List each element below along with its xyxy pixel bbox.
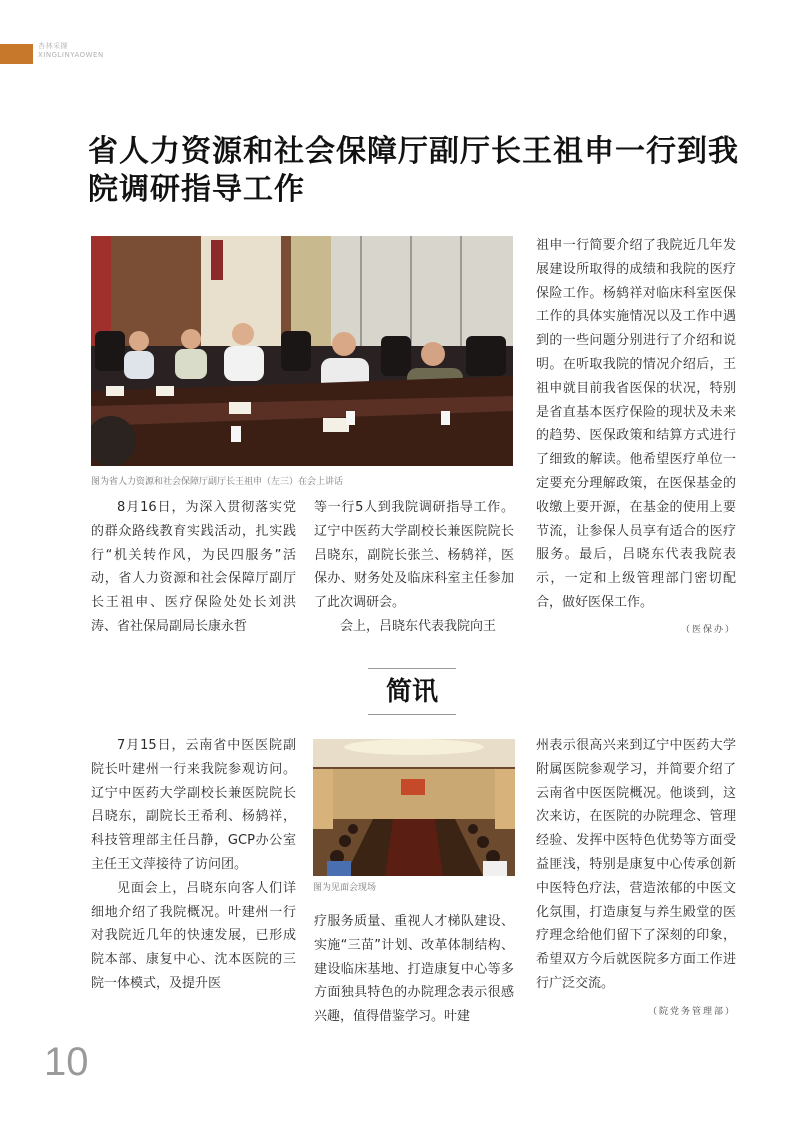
news-paragraph-2: 见面会上，吕晓东向客人们详细地介绍了我院概况。叶建州一行对我院近几年的快速发展，已形成院本部、康复中心、沈本医院的三院一体模式，及提升医 bbox=[91, 880, 296, 991]
news-title-rule-bottom bbox=[368, 714, 456, 715]
article-title: 省人力资源和社会保障厅副厅长王祖申一行到我院调研指导工作 bbox=[88, 134, 739, 207]
news-photo-caption: 图为见面会现场 bbox=[313, 883, 377, 893]
article-column-2 bbox=[314, 496, 514, 639]
section-tab-marker bbox=[0, 44, 33, 64]
article-paragraph-2: 等一行5人到我院调研指导工作。辽宁中医药大学副校长兼医院院长吕晓东，副院长张兰、杨鸫祥，医保办、财务处及临床科室主任参加了此次调研会。 bbox=[314, 500, 514, 611]
article-paragraph-4: 祖申一行简要介绍了我院近几年发展建设所取得的成绩和我院的医疗保险工作。杨鸫祥对临床科室医保工作的具体实施情况以及工作中遇到的一些问题分别进行了介绍和说明。在听取我院的情况介绍后，王祖申就目前我省医保的状况，特别是省直基本医疗保险的现状及未来的趋势、医保政策和结算方式进行了细致的解读。他希望医疗单位一定要充分理解政策，在医保基金的收缴上要开源，在基金的使用上要节流，让参保人员享有适合的医疗服务。最后，吕晓东代表我院表示，一定和上级管理部门密切配合，做好医保工作。 bbox=[536, 238, 736, 610]
news-paragraph-3: 疗服务质量、重视人才梯队建设、实施“三苗”计划、改革体制结构、建设临床基地、打造康复中心等多方面独具特色的办院理念表示很感兴趣，值得借鉴学习。叶建 bbox=[314, 914, 514, 1025]
news-paragraph-1: 7月15日，云南省中医医院副院长叶建州一行来我院参观访问。辽宁中医药大学副校长兼医院院长吕晓东，副院长王希利、杨鸫祥，科技管理部主任吕静，GCP办公室主任王文萍接待了访问团。 bbox=[91, 738, 296, 872]
section-pinyin: XINGLINYAOWEN bbox=[38, 51, 104, 59]
news-photo-illustration bbox=[313, 739, 515, 876]
article-paragraph-1: 8月16日，为深入贯彻落实党的群众路线教育实践活动，扎实践行“机关转作风，为民四服务”活动，省人力资源和社会保障厅副厅长王祖申、医疗保险处处长刘洪涛、省社保局副局长康永哲 bbox=[91, 500, 296, 634]
section-header bbox=[38, 42, 104, 60]
meeting-photo-illustration bbox=[91, 236, 513, 466]
article-column-1 bbox=[91, 496, 296, 639]
article-paragraph-3: 会上，吕晓东代表我院向王 bbox=[340, 618, 497, 634]
news-title-rule-top bbox=[368, 668, 456, 669]
news-paragraph-4: 州表示很高兴来到辽宁中医药大学附属医院参观学习，并简要介绍了云南省中医医院概况。他谈到，这次来访，在医院的办院理念、管理经验、发挥中医特色优势等方面受益匪浅，特别是康复中心传承创新中医特色疗法，营造浓郁的中医文化氛围，打造康复与养生殿堂的医疗理念给他们留下了深刻的印象，希望双方今后就医院多方面工作进行广泛交流。 bbox=[536, 738, 736, 991]
news-title: 简讯 bbox=[385, 677, 438, 707]
page-number: 10 bbox=[44, 1040, 89, 1084]
article-column-3 bbox=[536, 234, 736, 615]
article-signature: （医保办） bbox=[680, 625, 736, 635]
news-signature: （院党务管理部） bbox=[647, 1007, 736, 1017]
news-column-3 bbox=[536, 734, 736, 996]
meeting-photo bbox=[91, 236, 513, 466]
section-name: 杏林采撷 bbox=[38, 42, 68, 50]
meeting-photo-caption: 图为省人力资源和社会保障厅副厅长王祖申（左三）在会上讲话 bbox=[91, 477, 344, 487]
news-photo bbox=[313, 739, 515, 876]
news-column-1 bbox=[91, 734, 296, 996]
news-column-2 bbox=[314, 910, 514, 1029]
